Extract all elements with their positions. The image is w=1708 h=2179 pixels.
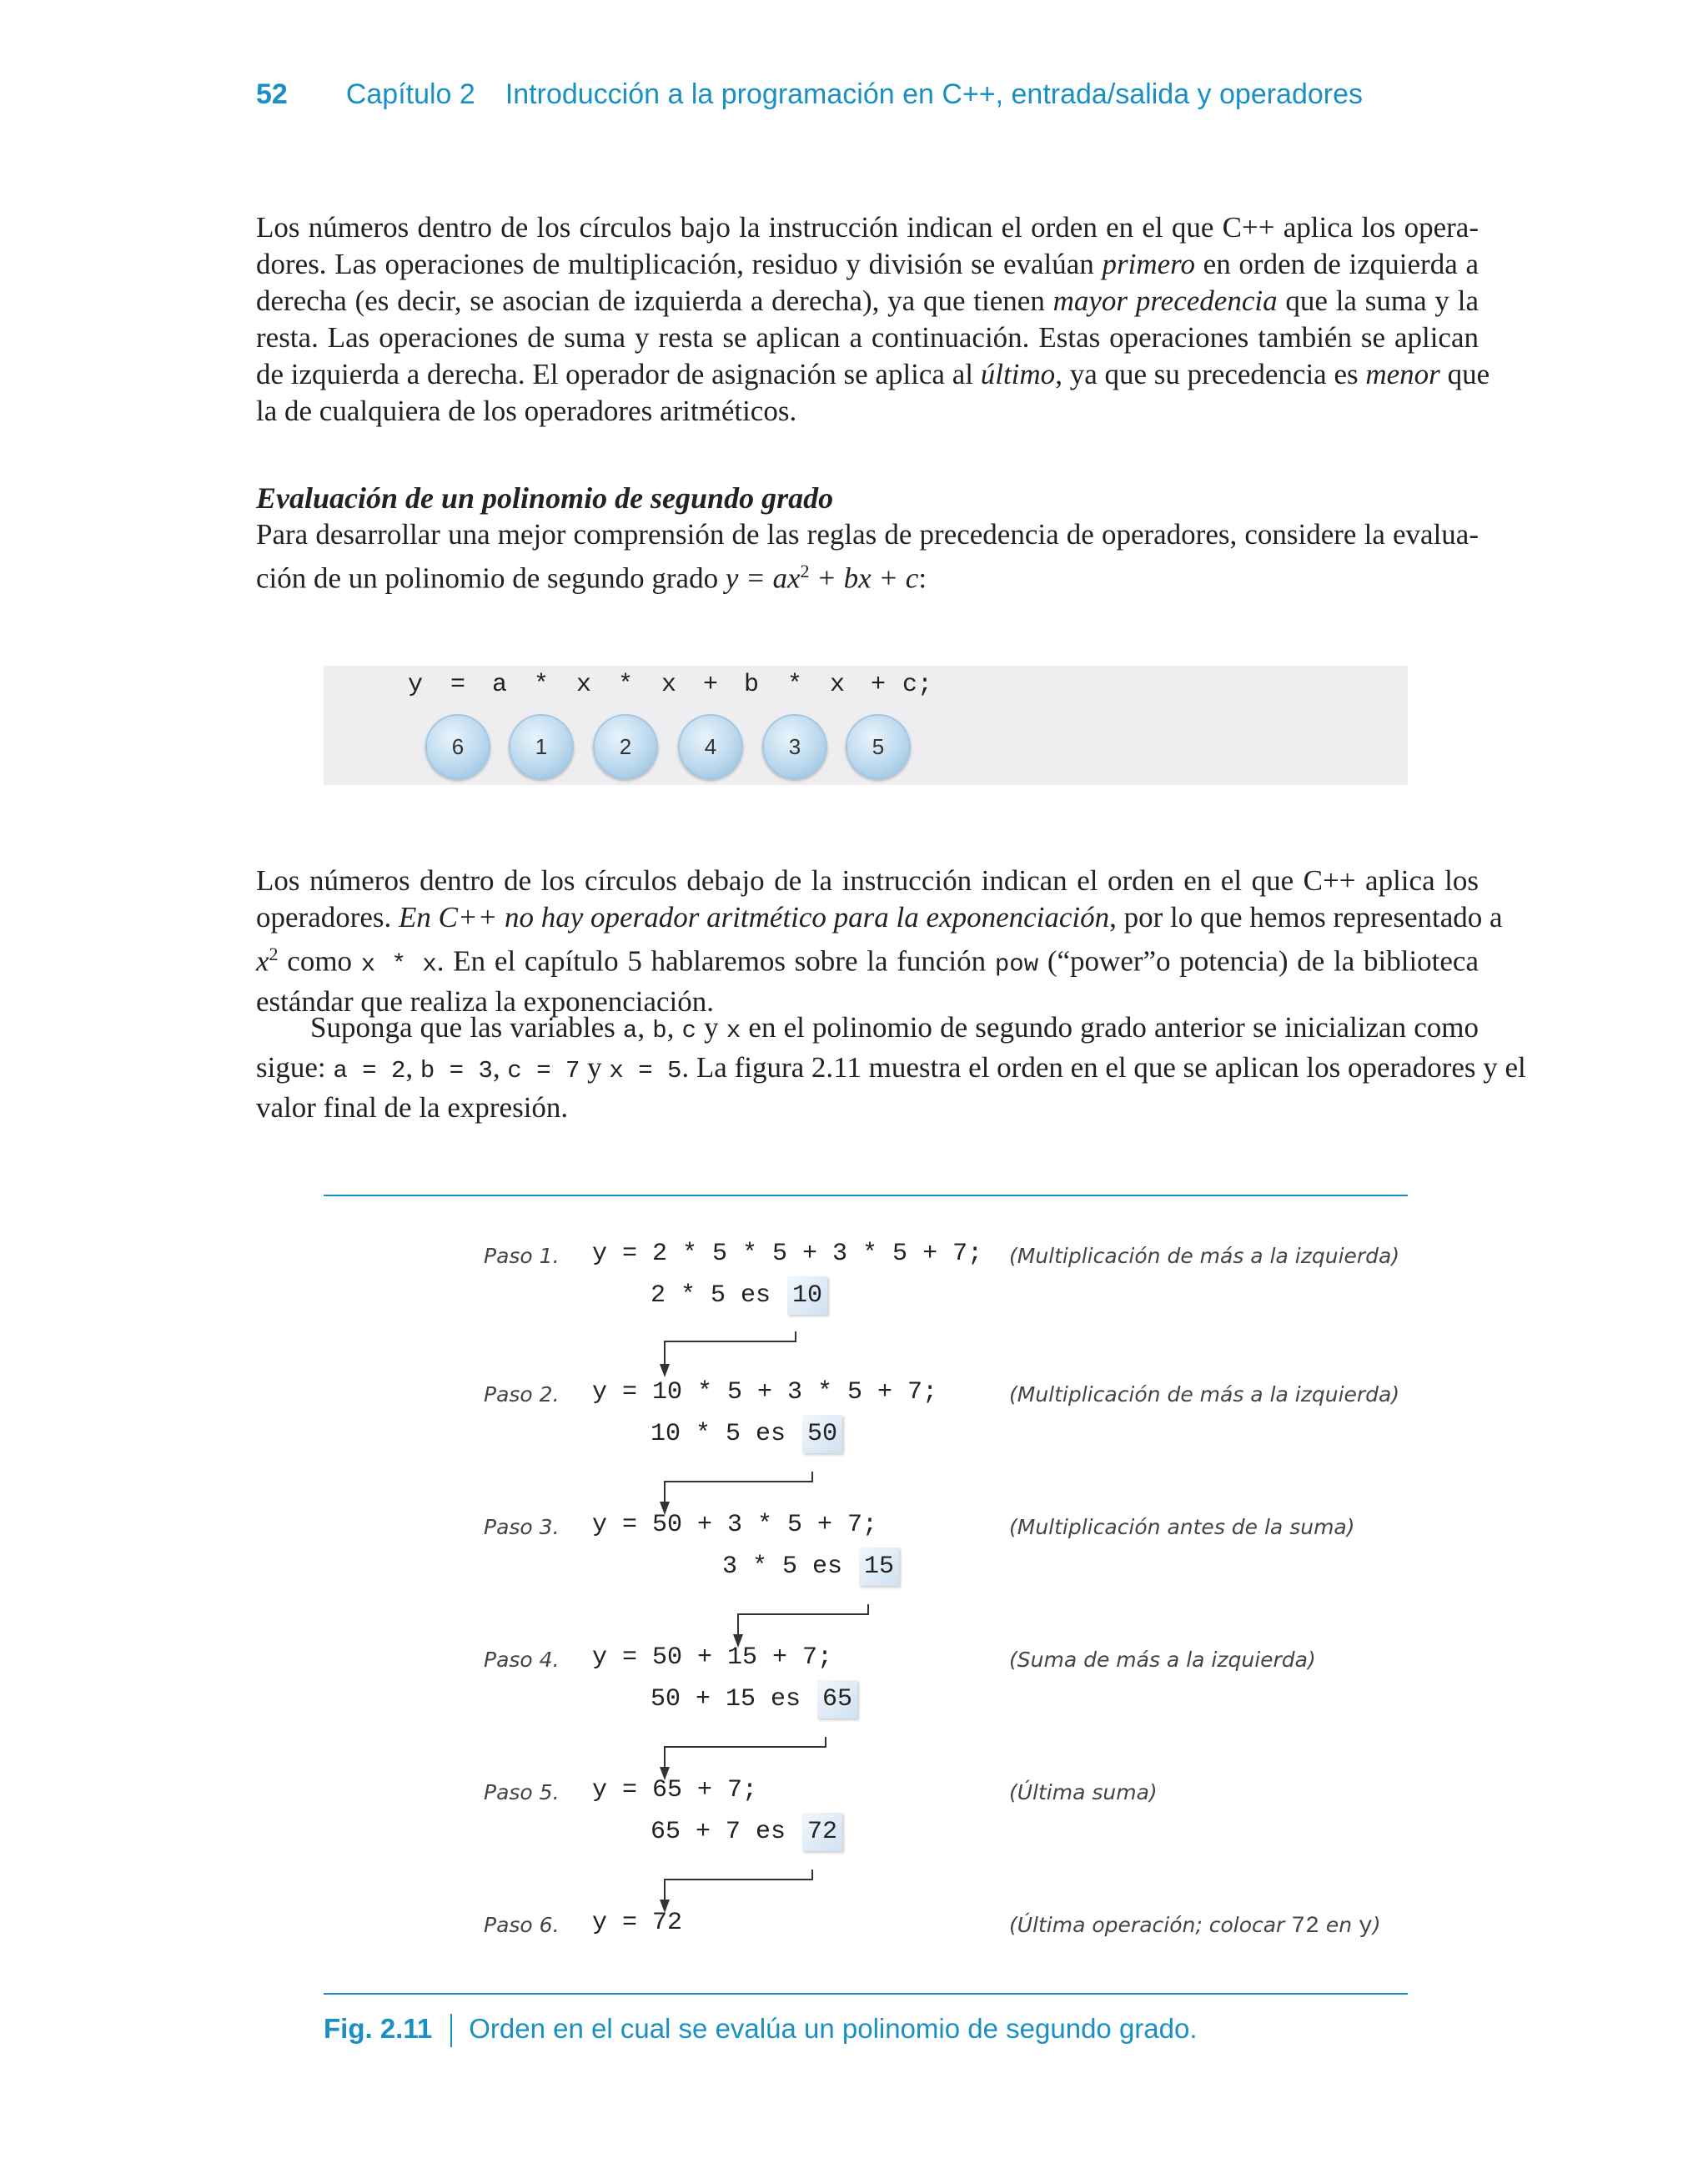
code-token: + [870,671,887,699]
text-line: derecha (es decir, se asocian de izquierda a derecha), ya que tienen mayor precedencia que la suma y la [256,284,1479,317]
precedence-circle: 5 [846,714,911,779]
code-token: b [743,671,760,699]
caption-text: Orden en el cual se evalúa un polinomio de segundo grado. [469,2013,1198,2044]
text-line: Los números dentro de los círculos bajo la instrucción indican el orden en el que C++ aplica los opera- [256,211,1479,244]
step-label: Paso 2. [484,1382,560,1407]
code-token: a [491,671,508,699]
text-line: $x^2$ como x * x. En el capítulo 5 hablaremos sobre la función pow (“power”o potencia) de la biblioteca [256,944,1479,979]
step-expression: y = 72 [592,1909,683,1937]
flow-arrows [324,1196,1408,1991]
text-line: estándar que realiza la exponenciación. [256,984,715,1018]
step-label: Paso 3. [484,1515,560,1539]
code-token: = [450,671,466,699]
text-line: la de cualquiera de los operadores aritméticos. [256,395,797,427]
precedence-circle: 3 [762,714,827,779]
code-token: x [661,671,677,699]
step-subexpression: 2 * 5 es 10 [651,1276,827,1315]
code-token: * [786,671,803,699]
caption-divider [450,2014,452,2047]
chapter-label: Capítulo 2 [345,78,475,110]
step-subexpression: 50 + 15 es 65 [651,1680,857,1719]
step-label: Paso 4. [484,1648,560,1672]
figure-caption [324,2013,1198,2047]
step-note: (Multiplicación antes de la suma) [1009,1515,1355,1539]
code-token: c; [902,671,933,699]
precedence-circle: 1 [509,714,574,779]
step-subexpression: 65 + 7 es 72 [651,1813,842,1851]
text-line: Los números dentro de los círculos debajo de la instrucción indican el orden en el que C++ aplica los [256,864,1479,897]
step-result: 50 [802,1415,842,1453]
paragraph-polynomial-intro [256,516,1479,597]
step-expression: y = 10 * 5 + 3 * 5 + 7; [592,1378,938,1407]
page-number: 52 [256,78,288,110]
step-note: (Multiplicación de más a la izquierda) [1009,1382,1400,1407]
step-result: 72 [802,1813,842,1851]
paragraph-exponentiation [256,863,1503,1020]
text-line: valor final de la expresión. [256,1091,569,1124]
step-subexpression: 3 * 5 es 15 [722,1547,899,1586]
step-expression: y = 50 + 15 + 7; [592,1643,833,1672]
text-line: sigue: a = 2, b = 3, c = 7 y x = 5. La figura 2.11 muestra el orden en el que se aplican los operadores y el [256,1051,1526,1084]
figure-number: Fig. 2.11 [324,2013,433,2044]
step-subexpression: 10 * 5 es 50 [651,1415,842,1453]
paragraph-variable-values [256,1009,1526,1126]
precedence-circle: 6 [425,714,490,779]
step-label: Paso 1. [484,1244,560,1268]
figure-evaluation-steps [324,1196,1408,1991]
code-token: x [829,671,846,699]
precedence-circle: 4 [678,714,743,779]
step-result: 15 [859,1547,899,1586]
text-line: Suponga que las variables a, b, c y x en el polinomio de segundo grado anterior se inicializan como [310,1011,1479,1044]
section-heading: Evaluación de un polinomio de segundo grado [256,481,834,515]
precedence-circle: 2 [593,714,658,779]
text-line: de izquierda a derecha. El operador de asignación se aplica al último, ya que su precedencia es menor que [256,358,1490,390]
text-line: ción de un polinomio de segundo grado $y = ax^2$ + bx + c: [256,561,927,595]
step-note: (Suma de más a la izquierda) [1009,1648,1316,1672]
code-token: * [617,671,634,699]
code-token: + [702,671,719,699]
step-result: 10 [787,1276,827,1315]
chapter-title: Introducción a la programación en C++, entrada/salida y operadores [505,78,1364,110]
step-result: 65 [817,1680,857,1719]
code-token: x [575,671,592,699]
step-label: Paso 6. [484,1913,560,1937]
code-token: y [407,671,424,699]
code-statement-box [324,666,1408,785]
text-line: Para desarrollar una mejor comprensión de las reglas de precedencia de operadores, considere la evalua- [256,518,1479,551]
step-note: (Última suma) [1009,1780,1158,1804]
step-note: (Multiplicación de más a la izquierda) [1009,1244,1400,1268]
step-expression: y = 65 + 7; [592,1776,758,1804]
paragraph-operator-order [256,209,1490,430]
text-line: dores. Las operaciones de multiplicación, residuo y división se evalúan primero en orden de izquierda a [256,248,1479,280]
running-header [256,78,1363,111]
code-token: * [533,671,550,699]
text-line: operadores. En C++ no hay operador aritmético para la exponenciación, por lo que hemos representado a [256,901,1503,933]
step-label: Paso 5. [484,1780,560,1804]
text-line: resta. Las operaciones de suma y resta se aplican a continuación. Estas operaciones también se aplican [256,321,1479,354]
figure-bottom-rule [324,1993,1408,1995]
step-expression: y = 50 + 3 * 5 + 7; [592,1511,878,1539]
step-note: (Última operación; colocar 72 en y) [1009,1913,1381,1940]
step-expression: y = 2 * 5 * 5 + 3 * 5 + 7; [592,1240,983,1268]
